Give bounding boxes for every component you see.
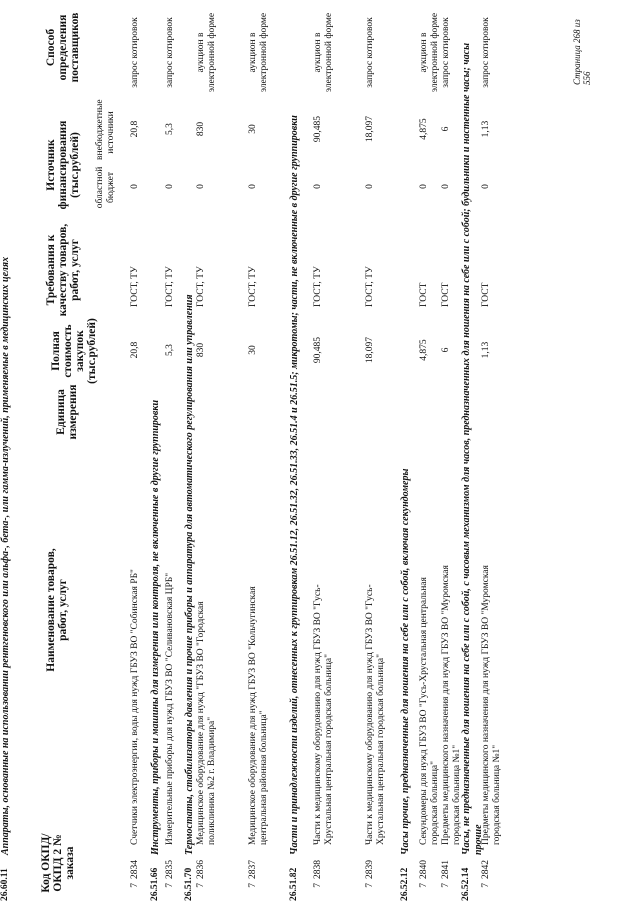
row-number: 2838 [313, 860, 323, 879]
row-total: 20,8 [130, 341, 140, 359]
row-number: 2836 [196, 860, 206, 879]
row-number: 2835 [165, 860, 175, 879]
row-quality: ГОСТ, ТУ [365, 266, 375, 307]
row-name: Предметы медицинского назначения для нужд ГБУЗ ВО "Муромская городская больница №1" [441, 565, 462, 845]
row-total: 18,097 [365, 336, 375, 364]
group-code: 26.52.14 [461, 867, 471, 901]
row-name: Предметы медицинского назначения для нужд ГБУЗ ВО "Муромская городская больница №1" [481, 565, 502, 845]
row-budget: 0 [481, 184, 491, 189]
group-title: Часы прочие, предназначенные для ношения на себе или с собой, включая секундомеры [400, 468, 411, 855]
row-method: запрос котировок [365, 17, 375, 88]
row-total: 5,3 [165, 344, 175, 356]
row-number: 2841 [441, 860, 451, 879]
row-method: запрос котировок [165, 17, 175, 88]
group-code: 26.51.66 [150, 867, 160, 901]
row-budget: 0 [365, 184, 375, 189]
group-title: Инструменты, приборы и машины для измерения или контроля, не включенные в другие группировки [150, 399, 161, 855]
row-name: Секундомеры для нужд ГБУЗ ВО "Гусь-Хрустальная центральная городская больница" [419, 577, 440, 845]
row-quality: ГОСТ, ТУ [248, 266, 258, 307]
row-quality: ГОСТ [441, 282, 451, 307]
row-number: 2834 [130, 860, 140, 879]
row-budget: 0 [130, 184, 140, 189]
row-total: 30 [248, 345, 258, 355]
row-code: 7 [419, 883, 429, 888]
row-extra: 830 [196, 121, 206, 137]
row-quality: ГОСТ, ТУ [165, 266, 175, 307]
row-total: 1,13 [481, 341, 491, 359]
row-method: аукцион в электронной форме [196, 12, 217, 93]
header-code: Код ОКПД/ ОКПД 2 № заказа [40, 833, 76, 893]
row-total: 830 [196, 342, 206, 358]
row-code: 7 [196, 883, 206, 888]
row-number: 2837 [248, 860, 258, 879]
row-extra: 90,485 [313, 115, 323, 143]
row-method: аукцион в электронной форме [313, 12, 334, 93]
row-method: аукцион в электронной форме [248, 12, 269, 93]
row-code: 7 [441, 883, 451, 888]
header-name: Наименование товаров, работ, услуг [45, 548, 69, 672]
row-code: 7 [165, 883, 175, 888]
row-name: Медицинское оборудование для нужд ГБУЗ ВО "Кольчугинская центральная районная больница" [248, 586, 269, 845]
row-budget: 0 [196, 184, 206, 189]
header-finance-budget: областной бюджет [95, 166, 116, 209]
row-quality: ГОСТ, ТУ [130, 266, 140, 307]
group-code: 26.51.70 [184, 867, 194, 901]
header-quality: Требования к качеству товаров, работ, услуг [45, 223, 81, 317]
group-title: Часы, не предназначенные для ношения на себе или с собой, с часовым механизмом для часов, предназначенных для ношения на себе или с собой; будильники и настенные часы; часы прочие [461, 42, 484, 855]
row-code: 7 [365, 883, 375, 888]
row-total: 90,485 [313, 336, 323, 364]
row-code: 7 [130, 883, 140, 888]
row-quality: ГОСТ [419, 282, 429, 307]
group-code: 26.51.82 [289, 867, 299, 901]
row-budget: 0 [165, 184, 175, 189]
row-method: запрос котировок [130, 17, 140, 88]
row-budget: 0 [441, 184, 451, 189]
row-method: аукцион в электронной форме [419, 12, 440, 93]
header-finance: Источник финансирования (тыс.рублей) [45, 120, 81, 210]
row-number: 2840 [419, 860, 429, 879]
header-unit: Единица измерения [55, 384, 79, 440]
page-counter: Страница 268 из 556 [572, 19, 592, 85]
row-extra: 20,8 [130, 120, 140, 138]
row-code: 7 [481, 883, 491, 888]
row-budget: 0 [313, 184, 323, 189]
row-extra: 30 [248, 124, 258, 134]
row-name: Медицинское оборудование для нужд "ГБУЗ ВО "Городская поликлиника №2 г. Владимира" [196, 601, 217, 845]
row-quality: ГОСТ [481, 282, 491, 307]
group-code: 26.52.12 [400, 867, 410, 901]
header-total: Полная стоимость закупок (тыс.рублей) [50, 318, 98, 384]
row-code: 7 [313, 883, 323, 888]
row-extra: 1,13 [481, 120, 491, 138]
header-finance-extra: внебюджетные источники [95, 99, 116, 160]
row-number: 2842 [481, 860, 491, 879]
row-extra: 18,097 [365, 115, 375, 143]
row-extra: 4,875 [419, 118, 429, 140]
row-total: 4,875 [419, 339, 429, 361]
group-title: Части и принадлежности изделий, отнесенных к группировкам 26.51.12, 26.51.32, 26.51.33, 26.51.4 и 26.51.5; микротомы; части, не включенные в другие группировки [289, 115, 300, 855]
row-method: запрос котировок [481, 17, 491, 88]
row-quality: ГОСТ, ТУ [313, 266, 323, 307]
row-quality: ГОСТ, ТУ [196, 266, 206, 307]
row-budget: 0 [248, 184, 258, 189]
row-method: запрос котировок [441, 17, 451, 88]
row-budget: 0 [419, 184, 429, 189]
row-extra: 5,3 [165, 123, 175, 135]
row-code: 7 [248, 883, 258, 888]
row-name: Измерительные приборы для нужд ГБУЗ ВО "Селивановская ЦРБ" [165, 572, 175, 845]
group-title: Аппараты, основанные на использовании рентгеновского или альфа-, бета-, или гамма-излучений, применяемые в медицинских целях [0, 256, 11, 855]
group-code: 26.60.11 [0, 868, 10, 901]
header-method: Способ определения поставщиков [45, 12, 81, 83]
row-total: 6 [441, 347, 451, 353]
row-name: Части к медицинскому оборудованию для нужд ГБУЗ ВО "Гусь-Хрустальная центральная городская больница" [313, 584, 334, 845]
row-extra: 6 [441, 126, 451, 132]
row-name: Счетчики электроэнергии, воды для нужд ГБУЗ ВО "Собинская РБ" [130, 569, 140, 845]
row-name: Части к медицинскому оборудованию для нужд ГБУЗ ВО "Гусь-Хрустальная центральная городская больница" [365, 584, 386, 845]
group-title: Термостаты, стабилизаторы давления и прочие приборы и аппаратура для автоматического регулирования или управления [184, 294, 195, 855]
row-number: 2839 [365, 860, 375, 879]
